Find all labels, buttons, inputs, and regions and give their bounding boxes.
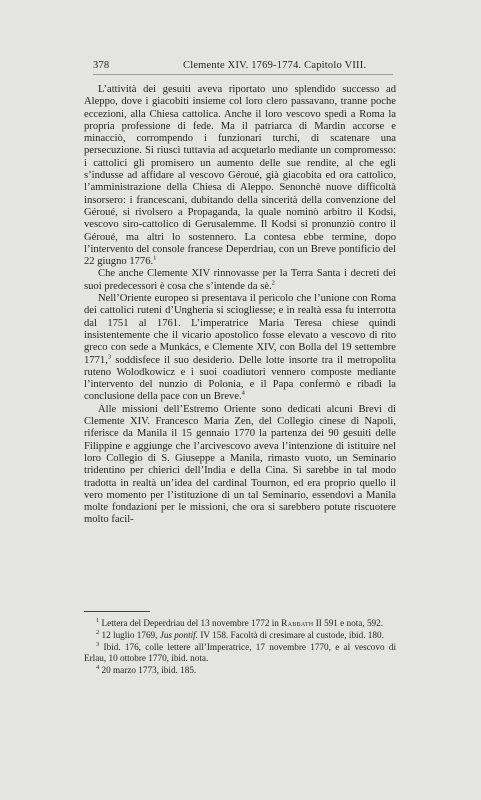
footnotes [84, 618, 396, 677]
running-title: Clemente XIV. 1769-1774. Capitolo VIII. [183, 60, 367, 71]
main-text [84, 84, 396, 527]
footnote-ref: 4 [241, 389, 245, 397]
footnote-ref: 1 [153, 254, 157, 262]
footnote-ref: 2 [271, 279, 275, 287]
paragraph-oriente-europeo: Nell’Oriente europeo si presentava il pericolo che l’unione con Roma dei cattolici ruteni d’Ungheria si sciogliesse; e in realtà essa fu interrotta dal 1751 al 1761. L’imperatrice Maria Teresa chiese quindi insistentemente che il vicario apostolico fosse elevato a vescovo di rito greco con sede a Munkács, e Clemente XIV, con Bolla del 19 settembre 1771,$^3$ soddisfece il suo desiderio. Delle lotte insorte tra il metropolita ruteno Wolodkowicz e i suoi coadiutori vennero composte mediante l’intervento del nunzio di Polonia, e il Papa confermò e ribadì la conclusione della pace con un Breve.$^4$ [84, 293, 396, 403]
footnote: $^3$ Ibid. 176, colle lettere all’Imperatrice, 17 novembre 1770, e al vescovo di Erlau, 10 ottobre 1770, ibid. nota. [84, 640, 396, 663]
paragraph-aleppo: L’attività dei gesuiti aveva riportato uno splendido successo ad Aleppo, dove i giacobiti insieme col loro clero passavano, tranne poche eccezioni, alla Chiesa cattolica. Anche il loro vescovo spedì a Roma la propria professione di fede. Ma il patriarca di Mardin accorse e minacciò, corrompendo i funzionari turchi, di scatenare una persecuzione. Si riuscì tuttavia ad acquetarlo mediante un compromesso: i cattolici gli promisero un aumento delle sue rendite, al che egli s’indusse ad affidare al vescovo Géroué, già giacobita ed ora cattolico, l’amministrazione della Chiesa di Aleppo. Senonchè nuove difficoltà insorsero: i francescani, dubitando della sincerità della convenzione del Géroué, si rivolsero a Propaganda, la quale nominò arbitro il Kodsi, vescovo siro-cattolico di Gerusalemme. Il Kodsi si pronunziò contro il Géroué, ma altri lo sostennero. La contesa ebbe termine, dopo l’intervento del console francese Deperdriau, con un Breve pontificio del 22 giugno 1776.$^1$ [84, 84, 396, 268]
paragraph-estremo-oriente: Alle missioni dell’Estremo Oriente sono dedicati alcuni Brevi di Clemente XIV. Francesco Maria Zen, del Collegio cinese di Napoli, riferisce da Manila il 15 gennaio 1770 la partenza dei 90 gesuiti delle Filippine e aggiunge che l’arcivescovo aveva l’intenzione di istituire nel loro Collegio di S. Giuseppe a Manila, rimasto vuoto, un Seminario tridentino per chierici dell’India e della Cina. Si sarebbe in tal modo tradotta in realtà un’idea del cardinal Tournon, ed era proprio quello il vero momento per l’istituzione di un tal Seminario, essendovi a Manila molte fondazioni per le missioni, che ora si sarebbero potute riscuotere molto facil- [84, 403, 396, 526]
footnote: $^2$ 12 luglio 1769, Jus pontif. IV 158. Facoltà di cresimare al custode, ibid. 180. [96, 628, 384, 640]
footnote: $^1$ Lettera del Deperdriau del 13 novembre 1772 in Rabbath II 591 e nota, 592. [96, 616, 384, 628]
header-rule [93, 74, 393, 75]
page-number: 378 [93, 60, 110, 71]
footnote-ref: 3 [107, 353, 112, 360]
footnote: $^4$ 20 marzo 1773, ibid. 185. [96, 663, 197, 675]
paragraph-terra-santa: Che anche Clemente XIV rinnovasse per la Terra Santa i decreti dei suoi predecessori è cosa che s’intende da sè.$^2$ [84, 268, 396, 292]
footnote-rule [84, 611, 150, 612]
